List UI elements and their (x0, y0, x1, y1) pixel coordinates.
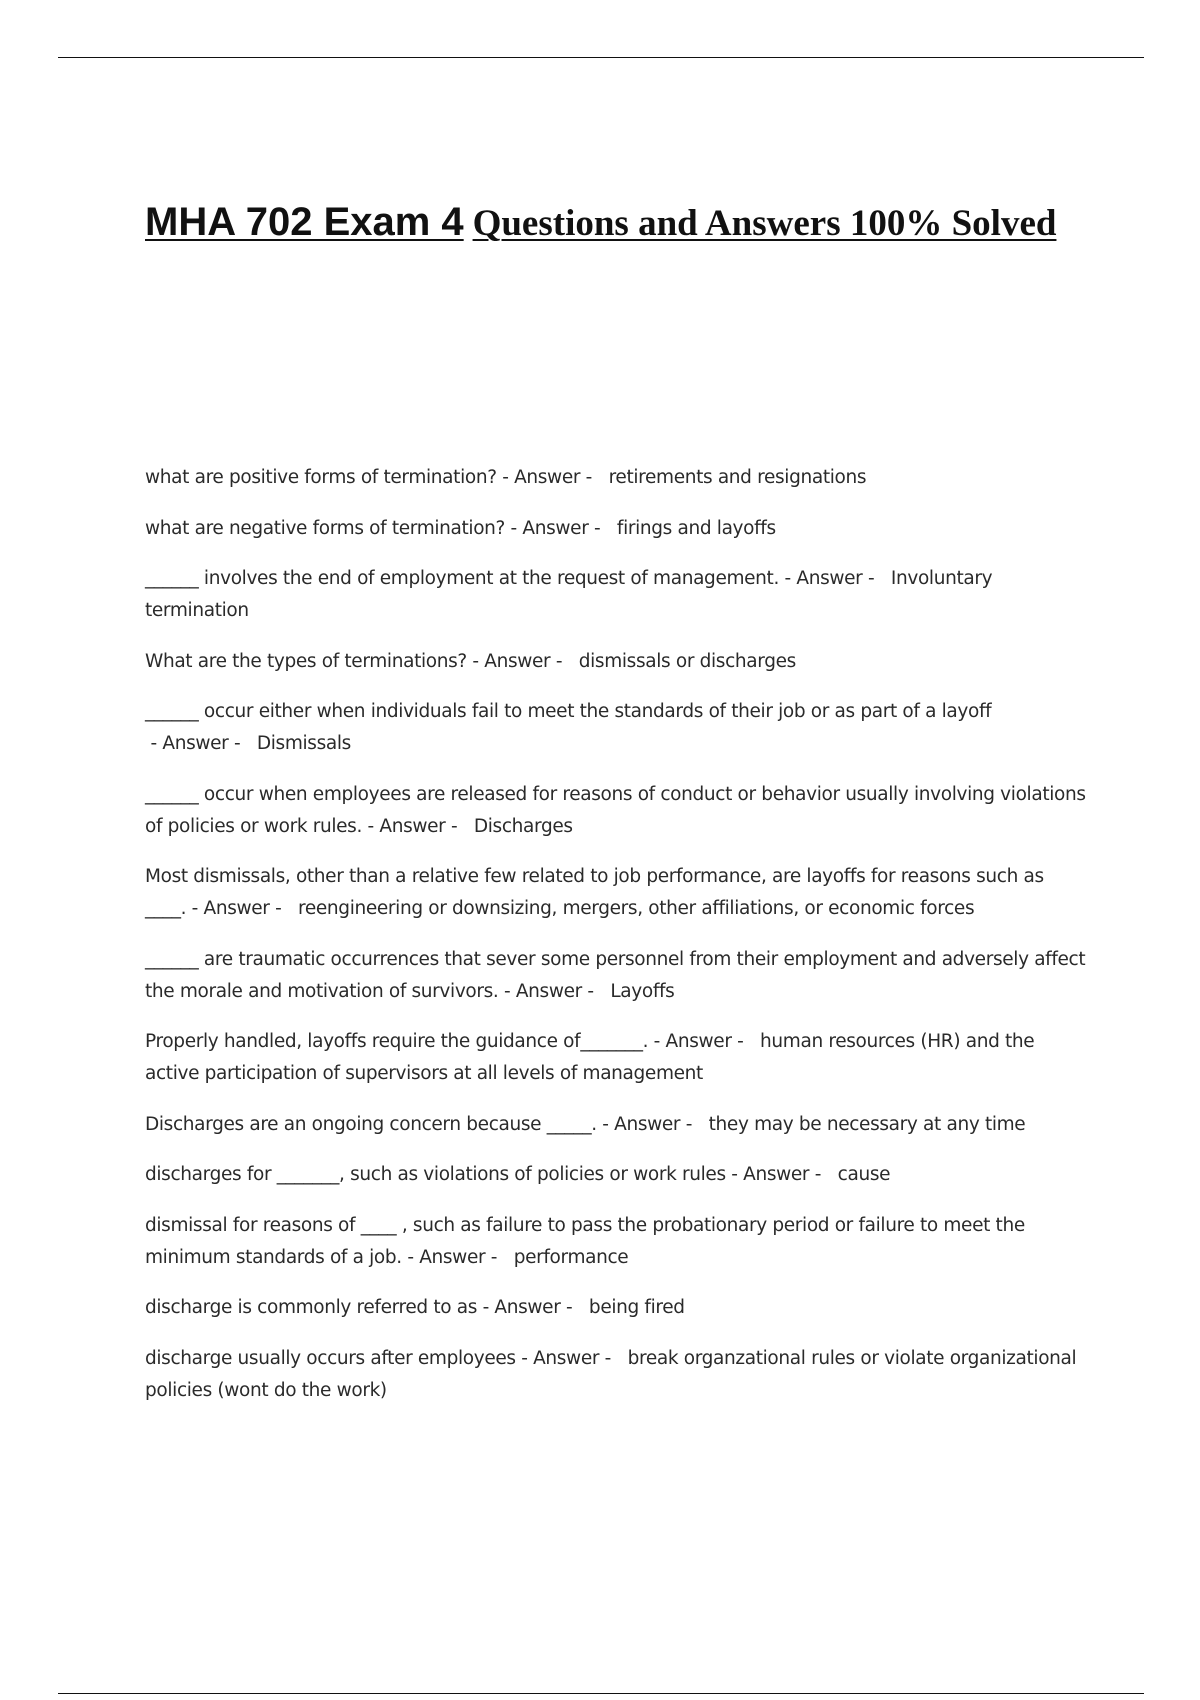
top-rule (58, 57, 1144, 58)
qa-item (145, 462, 1087, 494)
answer-separator: - Answer - (779, 568, 891, 589)
answer-text: Discharges (473, 815, 573, 837)
answer-text: they may be necessary at any time (708, 1113, 1026, 1135)
qa-item (145, 646, 1087, 678)
title-subtitle: Questions and Answers 100% Solved (472, 203, 1057, 244)
answer-separator: - Answer - (515, 1347, 628, 1369)
answer-text: being fired (588, 1297, 685, 1318)
answer-separator: - Answer - (596, 1113, 709, 1135)
question-text: discharges for _______, such as violations of policies or work rules (145, 1164, 726, 1185)
answer-text: reengineering or downsizing, mergers, other affiliations, or economic forces (298, 898, 975, 919)
qa-item (145, 1210, 1087, 1274)
question-text: what are negative forms of termination? (145, 517, 506, 539)
question-text: discharge is commonly referred to as (145, 1297, 478, 1318)
qa-item (145, 779, 1087, 843)
question-text: Discharges are an ongoing concern because _____. (145, 1113, 597, 1135)
answer-text: firings and layoffs (616, 517, 776, 539)
answer-separator: - Answer - (466, 650, 579, 672)
qa-item (145, 563, 1087, 627)
document-title (145, 196, 1075, 250)
answer-text: break organzational rules or violate organizational policies (wont do the work) (145, 1347, 1077, 1401)
answer-text: Layoffs (610, 980, 675, 1002)
question-text: what are positive forms of termination? (145, 467, 497, 488)
qa-item (145, 861, 1087, 925)
answer-separator: - Answer - (648, 1031, 761, 1052)
qa-item (145, 1026, 1087, 1090)
answer-text: Involuntary termination (145, 568, 993, 621)
question-text: dismissal for reasons of ____ , such as failure to pass the probationary period or failure to meet the minimum standards of a job. (145, 1214, 1025, 1268)
answer-separator: - Answer - (362, 815, 474, 837)
answer-text: Dismissals (256, 733, 351, 754)
title-course-code: MHA 702 Exam 4 (145, 200, 464, 244)
answer-text: retirements and resignations (608, 467, 867, 488)
answer-separator: - Answer - (496, 467, 609, 488)
answer-separator: - Answer - (401, 1246, 514, 1268)
question-text: ______ occur when employees are released for reasons of conduct or behavior usually involving violations of policies or work rules. (145, 783, 1086, 837)
qa-item (145, 696, 1087, 760)
qa-item (145, 1343, 1087, 1407)
question-text: ______ involves the end of employment at the request of management. (145, 568, 779, 589)
answer-separator: - Answer - (186, 898, 299, 919)
qa-list (145, 462, 1087, 1425)
answer-text: performance (513, 1246, 629, 1268)
qa-item (145, 1159, 1087, 1191)
answer-text: cause (837, 1164, 891, 1185)
question-text: ______ occur either when individuals fail to meet the standards of their job or as part of a layoff (145, 701, 992, 722)
answer-text: dismissals or discharges (578, 650, 796, 672)
question-text: ______ are traumatic occurrences that sever some personnel from their employment and adversely affect the morale and motivation of survivors. (145, 948, 1086, 1002)
question-text: Properly handled, layoffs require the guidance of_______. (145, 1031, 649, 1052)
qa-item (145, 1292, 1087, 1324)
answer-separator: - Answer - (498, 980, 611, 1002)
answer-separator: - Answer - (505, 517, 617, 539)
qa-item (145, 1109, 1087, 1141)
answer-text: human resources (HR) and the active participation of supervisors at all levels of management (145, 1031, 1035, 1084)
qa-item (145, 944, 1087, 1008)
answer-separator: - Answer - (145, 733, 257, 754)
qa-item (145, 513, 1087, 545)
answer-separator: - Answer - (477, 1297, 589, 1318)
question-text: What are the types of terminations? (145, 650, 467, 672)
bottom-rule (58, 1693, 1144, 1694)
answer-separator: - Answer - (725, 1164, 838, 1185)
question-text: discharge usually occurs after employees (145, 1347, 516, 1369)
question-text: Most dismissals, other than a relative few related to job performance, are layoffs for reasons such as ____. (145, 866, 1044, 919)
